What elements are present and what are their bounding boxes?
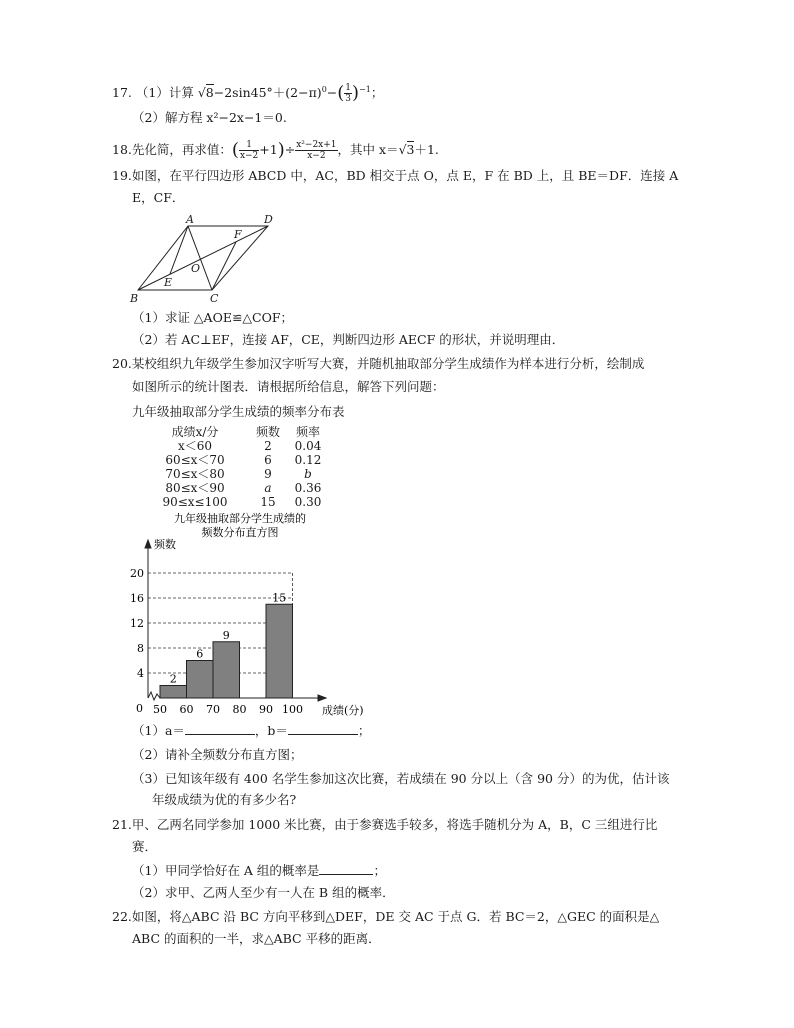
q20-part3-line2: 年级成绩为优的有多少名? bbox=[152, 792, 297, 807]
question-number: 17. bbox=[112, 85, 132, 101]
table-header-row bbox=[136, 425, 334, 439]
question-number: 20. bbox=[112, 356, 132, 371]
fraction: $\frac{\text{x²−2x+1}}{x-2}$ bbox=[296, 140, 337, 161]
histogram-bar bbox=[160, 686, 187, 699]
bar-value-label: 9 bbox=[222, 628, 230, 642]
frequency-histogram bbox=[120, 508, 400, 718]
q21-line1: 21.甲、乙两名同学参加 1000 米比赛，由于参赛选手较多，将选手随机分为 A，B，C 三组进行比 bbox=[112, 817, 658, 832]
answer-blank[interactable] bbox=[319, 862, 373, 875]
answer-blank-b[interactable] bbox=[288, 722, 358, 735]
table-row: x＜60 2 0.04 bbox=[177, 439, 322, 453]
diagonal-ac bbox=[188, 226, 212, 290]
x-tick-labels bbox=[153, 703, 303, 716]
y-tick-label: 12 bbox=[130, 617, 144, 630]
label-f: F bbox=[234, 228, 242, 241]
x-tick-label: 50 bbox=[153, 703, 167, 716]
question-number: 19. bbox=[112, 168, 132, 183]
y-tick-label: 4 bbox=[137, 667, 144, 680]
origin-label: 0 bbox=[136, 702, 143, 715]
label-d: D bbox=[264, 213, 273, 226]
table-row: 80≤x＜90 a 0.36 bbox=[165, 481, 322, 495]
bar-value-label: 15 bbox=[272, 591, 287, 605]
table-header: 频率 bbox=[295, 425, 320, 439]
q20-part2: （2）请补全频数分布直方图； bbox=[132, 747, 303, 762]
y-axis-arrow bbox=[145, 540, 151, 548]
q17-part1: 17. （1）计算 $√8-2\sin 45^\circ+(2-\pi)^0-$( $\frac{1}{3}$ )$^{-1}$； bbox=[112, 82, 384, 105]
q20-line2: 如图所示的统计图表．请根据所给信息，解答下列问题： bbox=[132, 379, 445, 394]
table-row: 60≤x＜70 6 0.12 bbox=[165, 453, 322, 467]
table-header: 频数 bbox=[255, 425, 280, 439]
y-tick-label: 8 bbox=[137, 642, 144, 655]
q20-part3-line1: （3）已知该年级有 400 名学生参加这次比赛，若成绩在 90 分以上（含 90 分）的为优，估计该 bbox=[132, 771, 670, 786]
fraction-one-third: $\frac{1}{3}$ bbox=[345, 83, 352, 105]
x-axis-label: 成绩(分) bbox=[322, 704, 364, 717]
x-tick-label: 90 bbox=[259, 703, 273, 716]
x-axis-arrow bbox=[318, 695, 326, 701]
q21-line2: 赛． bbox=[132, 839, 158, 854]
y-tick-label: 20 bbox=[130, 567, 144, 580]
label-o: O bbox=[191, 262, 201, 275]
label-a: A bbox=[186, 213, 194, 226]
table-row: 90≤x≤100 15 0.30 bbox=[162, 495, 322, 509]
chart-title: 九年级抽取部分学生成绩的 bbox=[174, 512, 306, 525]
x-tick-label: 100 bbox=[282, 703, 303, 716]
x-tick-label: 70 bbox=[206, 703, 220, 716]
axis-break bbox=[148, 692, 160, 700]
question-number: 18. bbox=[112, 142, 132, 157]
q17-part2: （2）解方程 x²−2x−1＝0. bbox=[132, 110, 287, 125]
bars bbox=[160, 604, 293, 698]
answer-blank-a[interactable] bbox=[185, 722, 255, 735]
q22-line2: ABC 的面积的一半，求△ABC 平移的距离． bbox=[132, 931, 381, 946]
histogram-bar bbox=[266, 604, 293, 698]
table-header: 成绩x/分 bbox=[171, 425, 219, 439]
parallelogram-figure bbox=[128, 212, 278, 304]
y-tick-label: 16 bbox=[130, 592, 144, 605]
chart-subtitle: 频数分布直方图 bbox=[201, 526, 279, 539]
histogram-bar bbox=[187, 661, 214, 699]
fraction: $\frac{1}{x-2}$ bbox=[239, 140, 259, 161]
q20-line1: 20.某校组织九年级学生参加汉字听写大赛，并随机抽取部分学生成绩作为样本进行分析，绘制成 bbox=[112, 356, 645, 371]
sqrt-sign: √ bbox=[197, 85, 206, 101]
diagonal-bd bbox=[138, 226, 268, 290]
q20-part1: （1）a＝ ，b＝ ； bbox=[132, 723, 371, 738]
label-b: B bbox=[130, 292, 139, 304]
q21-part2: （2）求甲、乙两人至少有一人在 B 组的概率． bbox=[132, 885, 395, 900]
q19-part1: （1）求证 △AOE≌△COF； bbox=[132, 310, 294, 325]
q19-line2: E，CF． bbox=[132, 190, 185, 205]
q22-line1: 22.如图，将△ABC 沿 BC 方向平移到△DEF，DE 交 AC 于点 G．若 BC＝2，△GEC 的面积是△ bbox=[112, 909, 660, 924]
table-row: 70≤x＜80 9 b bbox=[165, 467, 312, 481]
label-e: E bbox=[164, 276, 173, 289]
question-number: 22. bbox=[112, 909, 132, 924]
x-tick-label: 60 bbox=[179, 703, 194, 716]
q19-part2: （2）若 AC⊥EF，连接 AF，CE，判断四边形 AECF 的形状，并说明理由． bbox=[132, 332, 565, 347]
bar-value-label: 2 bbox=[169, 672, 177, 686]
bar-value-label: 6 bbox=[196, 647, 204, 661]
x-tick-label: 80 bbox=[232, 703, 247, 716]
label-c: C bbox=[210, 292, 219, 304]
frequency-table-title: 九年级抽取部分学生成绩的频率分布表 bbox=[132, 404, 345, 419]
q18: 18.先化简，再求值：( $\frac{1}{x-2}$ +1)÷ $\frac{\text{x²−2x+1}}{x-2}$ ，其中 x＝√3＋1. bbox=[112, 139, 439, 161]
q19-line1: 19.如图，在平行四边形 ABCD 中，AC，BD 相交于点 O，点 E，F 在 BD 上，且 BE＝DF．连接 A bbox=[112, 168, 679, 183]
y-axis-label: 频数 bbox=[154, 538, 176, 551]
y-tick-labels bbox=[130, 567, 144, 680]
histogram-bar bbox=[213, 642, 240, 698]
q21-part1: （1）甲同学恰好在 A 组的概率是 ； bbox=[132, 863, 386, 878]
question-number: 21. bbox=[112, 817, 132, 832]
frequency-table bbox=[136, 425, 334, 509]
